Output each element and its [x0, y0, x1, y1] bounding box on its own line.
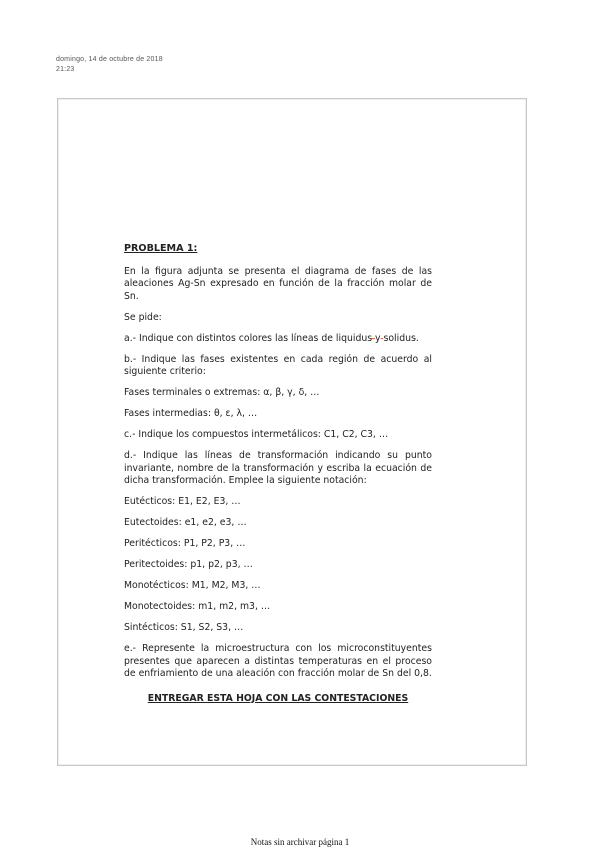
item-d: d.- Indique las líneas de transformación indicando su punto invariante, nombre de la transformación y escriba la ecuación de dicha transformación. Emplee la siguiente notación:: [124, 450, 432, 486]
problem-text: [124, 243, 432, 714]
item-b: b.- Indique las fases existentes en cada región de acuerdo al siguiente criterio:: [124, 353, 432, 377]
se-pide: Se pide:: [124, 311, 162, 323]
item-c: c.- Indique los compuestos intermetálicos: C1, C2, C3, …: [124, 429, 389, 440]
notation-peritectoides: Peritectoides: p1, p2, p3, …: [124, 559, 253, 570]
item-a: [124, 333, 432, 346]
notation-peritecticos: Peritécticos: P1, P2, P3, …: [124, 538, 246, 549]
page-footer: Notas sin archivar página 1: [250, 837, 350, 847]
notation-monotectoides: Monotectoides: m1, m2, m3, …: [124, 601, 271, 612]
highlighted-term: liquidus y solidus: [335, 332, 416, 344]
notation-eutectoides: Eutectoides: e1, e2, e3, …: [124, 517, 247, 528]
notation-eutecticos: Eutécticos: E1, E2, E3, …: [124, 496, 241, 507]
item-a-suffix: .: [415, 332, 419, 344]
note-date: domingo, 14 de octubre de 2018: [56, 56, 163, 63]
intro-paragraph: En la figura adjunta se presenta el diagrama de fases de las aleaciones Ag-Sn expresado en función de la fracción molar de Sn.: [124, 265, 432, 302]
notation-monotecticos: Monotécticos: M1, M2, M3, …: [124, 580, 261, 591]
fases-terminales: Fases terminales o extremas: α, β, γ, δ, …: [124, 387, 320, 398]
problem-title: PROBLEMA 1:: [124, 243, 198, 254]
final-instruction: ENTREGAR ESTA HOJA CON LAS CONTESTACIONES: [147, 692, 409, 704]
item-e: e.- Represente la microestructura con los microconstituyentes presentes que aparecen a distintas temperaturas en el proceso de enfriamiento de una aleación con fracción molar de Sn del 0,8.: [124, 643, 432, 679]
note-time: 21:23: [56, 66, 75, 73]
item-a-prefix: a.- Indique con distintos colores las líneas de: [124, 332, 336, 344]
fases-intermedias: Fases intermedias: θ, ε, λ, …: [124, 408, 258, 419]
notation-sintecticos: Sintécticos: S1, S2, S3, …: [124, 622, 244, 633]
